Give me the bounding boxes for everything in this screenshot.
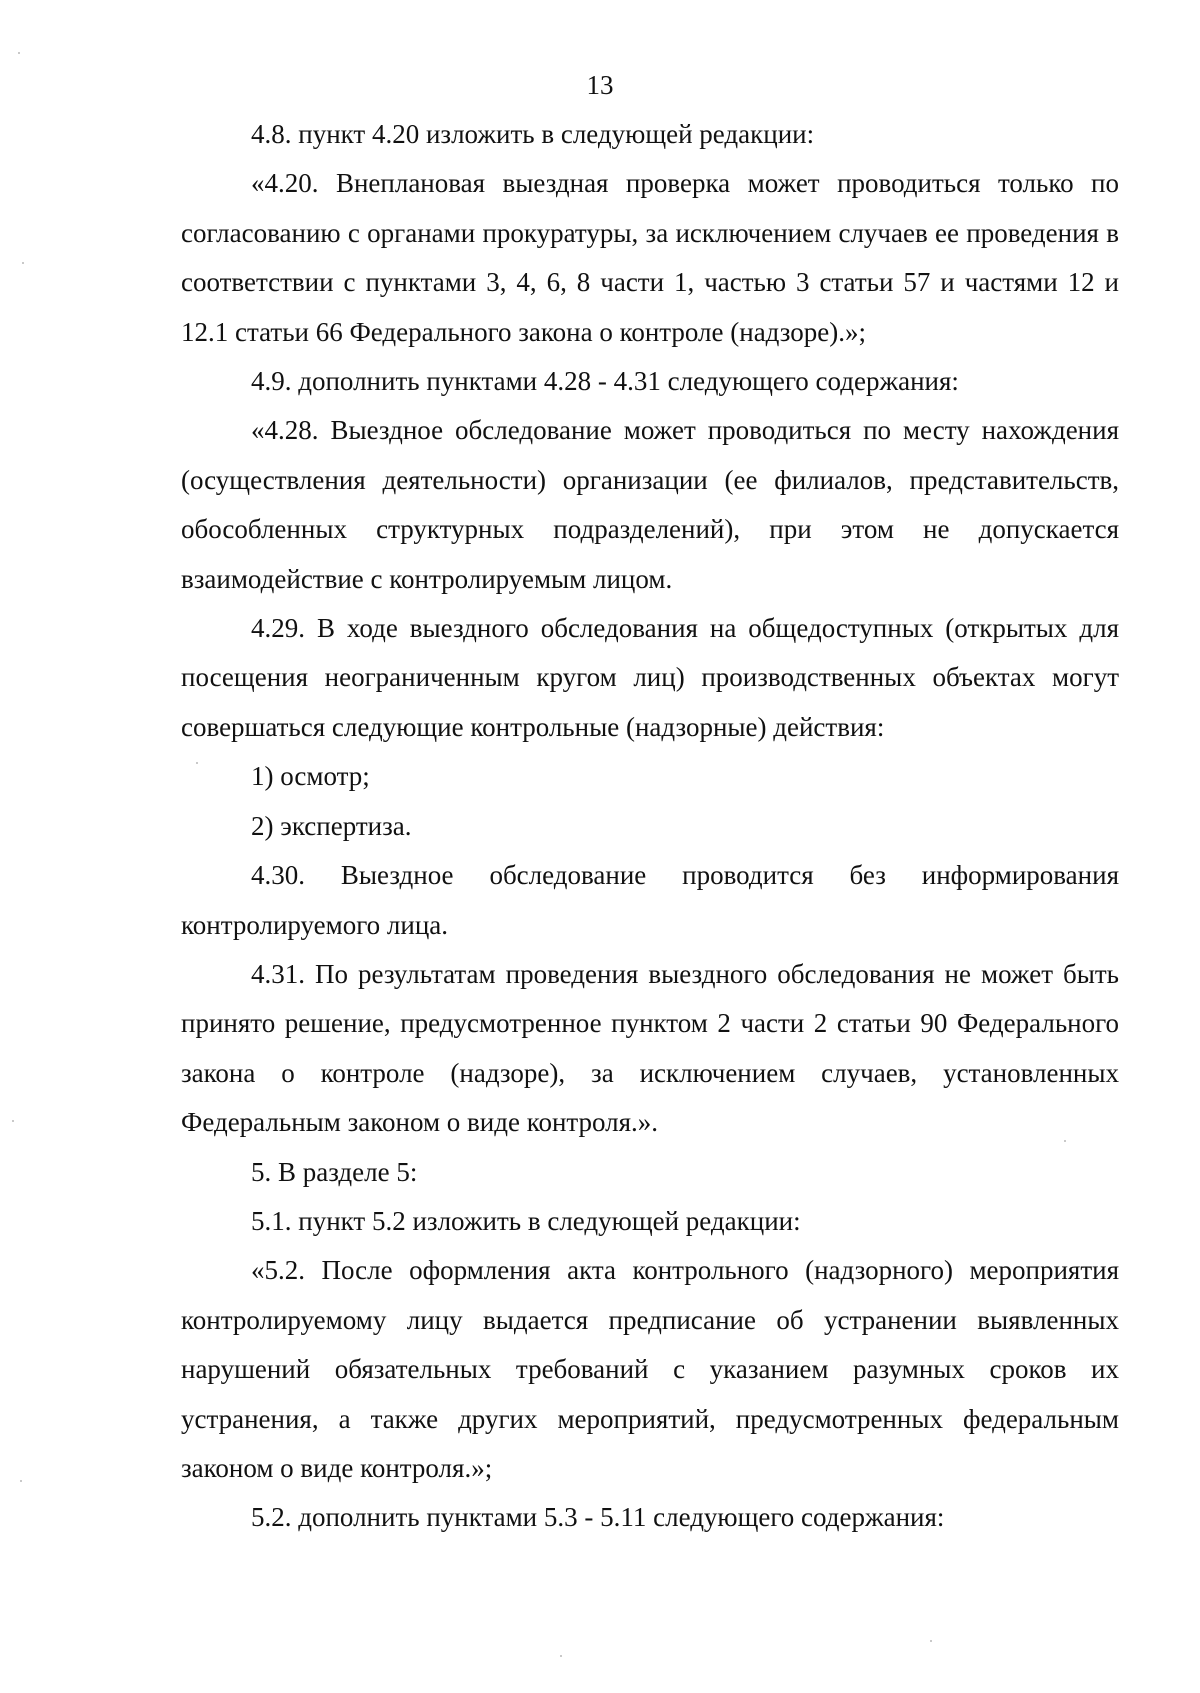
paragraph-4-20-text: «4.20. Внеплановая выездная проверка может проводиться только по согласованию с органами прокуратуры, за исключением случаев ее проведения в соответствии с пунктами 3, 4, 6, 8 части 1, частью 3 статьи 57 и частями 12 и 12.1 статьи 66 Федерального закона о контроле (надзоре).»; bbox=[181, 168, 1119, 347]
page-number: 13 bbox=[586, 70, 614, 100]
scan-speck bbox=[1064, 1140, 1066, 1142]
list-item-inspection: 1) осмотр; bbox=[251, 761, 370, 792]
scan-speck bbox=[18, 52, 20, 54]
paragraph-5-2-text: «5.2. После оформления акта контрольного (надзорного) мероприятия контролируемому лицу выдается предписание об устранении выявленных нарушений обязательных требований с указанием разумных сроков их устранения, а также других мероприятий, предусмотренных федеральным законом о виде контроля.»; bbox=[181, 1255, 1119, 1483]
paragraph-4-28-text: «4.28. Выездное обследование может проводиться по месту нахождения (осуществления деятельности) организации (ее филиалов, представительств, обособленных структурных подразделений), при этом не допускается взаимодействие с контролируемым лицом. bbox=[181, 415, 1119, 594]
paragraph-4-8-intro: 4.8. пункт 4.20 изложить в следующей редакции: bbox=[251, 119, 815, 149]
document-body bbox=[181, 110, 1119, 1543]
scan-speck bbox=[930, 1640, 932, 1642]
scan-speck bbox=[196, 762, 198, 764]
paragraph-4-29-text: 4.29. В ходе выездного обследования на общедоступных (открытых для посещения неограниченным кругом лиц) производственных объектах могут совершаться следующие контрольные (надзорные) действия: bbox=[181, 613, 1119, 742]
paragraph-4-30-text: 4.30. Выездное обследование проводится без информирования контролируемого лица. bbox=[181, 860, 1119, 940]
scan-speck bbox=[22, 262, 24, 264]
scan-speck bbox=[12, 1120, 14, 1122]
scan-speck bbox=[20, 1480, 22, 1482]
paragraph-4-9-intro: 4.9. дополнить пунктами 4.28 - 4.31 следующего содержания: bbox=[251, 366, 959, 397]
section-5-heading: 5. В разделе 5: bbox=[251, 1156, 418, 1187]
list-item-expertise: 2) экспертиза. bbox=[251, 810, 412, 841]
paragraph-5-2-intro: 5.2. дополнить пунктами 5.3 - 5.11 следующего содержания: bbox=[251, 1502, 945, 1533]
scan-speck bbox=[560, 1655, 562, 1657]
paragraph-4-31-text: 4.31. По результатам проведения выездного обследования не может быть принято решение, предусмотренное пунктом 2 части 2 статьи 90 Федерального закона о контроле (надзоре), за исключением случаев, установленных Федеральным законом о виде контроля.». bbox=[181, 958, 1119, 1138]
paragraph-5-1-intro: 5.1. пункт 5.2 изложить в следующей редакции: bbox=[251, 1205, 801, 1236]
